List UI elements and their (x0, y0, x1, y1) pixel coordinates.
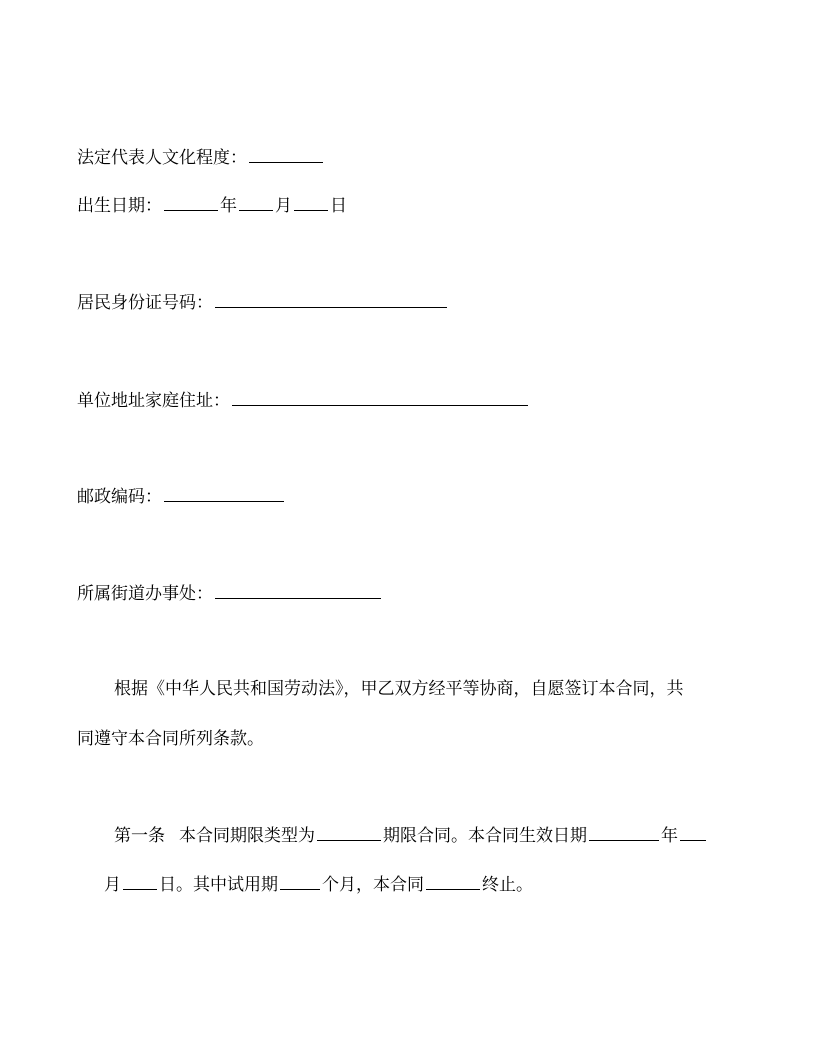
article1-text-5: 终止。 (482, 875, 533, 895)
postcode-row (77, 484, 286, 508)
intro-line-1: 根据《中华人民共和国劳动法》，甲乙双方经平等协商，自愿签订本合同，共 (114, 679, 684, 699)
subdistrict-blank[interactable] (215, 581, 381, 599)
address-blank[interactable] (232, 388, 528, 406)
education-blank[interactable] (249, 145, 323, 163)
article1-line-2 (104, 872, 533, 896)
intro-line-2: 同遵守本合同所列条款。 (77, 729, 264, 749)
birth-date-row (77, 193, 347, 217)
article1-text-4: 个月，本合同 (322, 875, 424, 895)
address-label: 单位地址家庭住址： (77, 391, 230, 411)
effective-day-blank[interactable] (123, 872, 157, 890)
article1-text-2: 期限合同。本合同生效日期 (383, 826, 587, 846)
education-row (77, 145, 325, 169)
article1-text-1: 本合同期限类型为 (179, 826, 315, 846)
termination-blank[interactable] (426, 872, 480, 890)
subdistrict-row (77, 581, 383, 605)
article1-year-char: 年 (661, 826, 678, 846)
birth-month-blank[interactable] (239, 193, 273, 211)
education-label: 法定代表人文化程度： (77, 148, 247, 168)
birth-year-blank[interactable] (164, 193, 218, 211)
subdistrict-label: 所属街道办事处： (77, 584, 213, 604)
id-number-label: 居民身份证号码： (77, 293, 213, 313)
id-number-blank[interactable] (215, 290, 447, 308)
birth-day-blank[interactable] (294, 193, 328, 211)
effective-month-blank-start[interactable] (680, 823, 706, 841)
id-number-row (77, 290, 449, 314)
year-char: 年 (220, 196, 237, 216)
contract-type-blank[interactable] (317, 823, 381, 841)
address-row (77, 388, 530, 412)
birth-date-label: 出生日期： (77, 196, 162, 216)
article1-heading: 第一条 (114, 826, 165, 846)
article1-month-char: 月 (104, 875, 121, 895)
month-char: 月 (275, 196, 292, 216)
effective-year-blank[interactable] (589, 823, 659, 841)
probation-months-blank[interactable] (280, 872, 320, 890)
article1-text-3: 日。其中试用期 (159, 875, 278, 895)
postcode-label: 邮政编码： (77, 487, 162, 507)
postcode-blank[interactable] (164, 484, 284, 502)
day-char: 日 (330, 196, 347, 216)
article1-line-1 (114, 823, 708, 847)
